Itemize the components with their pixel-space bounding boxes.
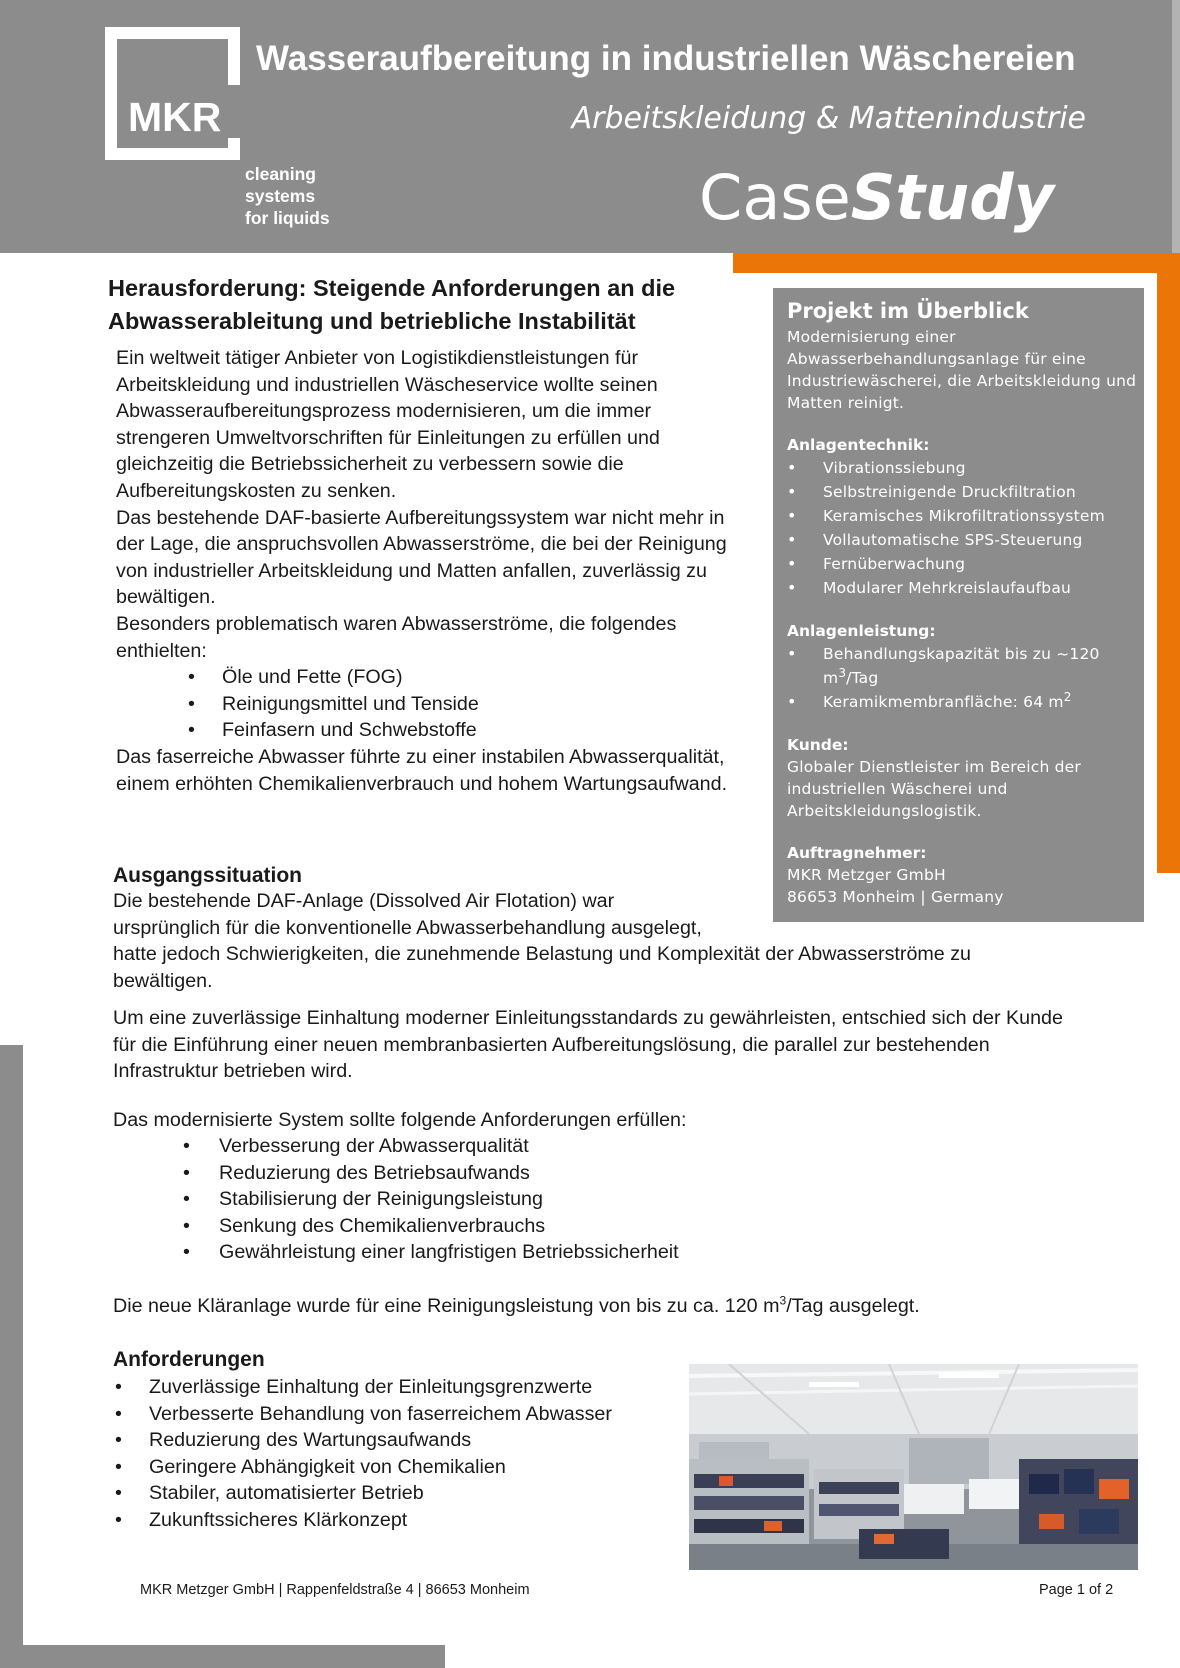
orange-accent-band xyxy=(733,253,1180,273)
challenge-list-item: • Öle und Fette (FOG) xyxy=(116,664,736,691)
challenge-body xyxy=(116,345,736,797)
tagline-line: cleaning xyxy=(245,164,316,184)
initial-line: ursprünglich für die konventionelle Abwasserbehandlung ausgelegt, xyxy=(113,916,702,939)
goals-list xyxy=(113,1133,813,1266)
goal-item: • Gewährleistung einer langfristigen Betriebssicherheit xyxy=(113,1239,813,1266)
requirement-item: • Stabiler, automatisierter Betrieb xyxy=(113,1480,673,1507)
initial-situation-body xyxy=(113,888,1063,994)
tagline-line: for liquids xyxy=(245,208,330,228)
requirements-heading: Anforderungen xyxy=(113,1348,265,1371)
decorative-frame-bottom xyxy=(0,1645,445,1668)
challenge-list-item: • Feinfasern und Schwebstoffe xyxy=(116,717,736,744)
leistung-item: • Behandlungskapazität bis zu ~120 $m^3$/Tag xyxy=(787,642,1137,690)
auftragnehmer-line: MKR Metzger GmbH xyxy=(787,866,946,884)
logo-tagline xyxy=(245,163,385,229)
header-edge xyxy=(1172,0,1180,253)
case-study-label xyxy=(699,163,1054,233)
technik-item: • Fernüberwachung xyxy=(787,552,1137,576)
overview-heading: Projekt im Überblick xyxy=(787,299,1029,323)
capacity-statement: Die neue Kläranlage wurde für eine Reinigungsleistung von bis zu ca. 120 $m^3$/Tag ausgelegt. xyxy=(113,1293,920,1317)
requirement-item: • Geringere Abhängigkeit von Chemikalien xyxy=(113,1454,673,1481)
challenge-heading: Herausforderung: Steigende Anforderungen an die Abwasserableitung und betriebliche Instabilität xyxy=(108,275,676,334)
technik-item: • Vibrationssiebung xyxy=(787,456,1137,480)
footer-address: MKR Metzger GmbH | Rappenfeldstraße 4 | 86653 Monheim xyxy=(140,1582,530,1598)
requirement-item: • Verbesserte Behandlung von faserreichem Abwasser xyxy=(113,1401,673,1428)
auftragnehmer-line: 86653 Monheim | Germany xyxy=(787,888,1004,906)
goal-item: • Verbesserung der Abwasserqualität xyxy=(113,1133,813,1160)
leistung-item: • Keramikmembranfläche: 64 $m^2$ xyxy=(787,690,1137,714)
footer-page-number: Page 1 of 2 xyxy=(1039,1582,1114,1598)
challenge-paragraph: Besonders problematisch waren Abwasserströme, die folgendes enthielten: xyxy=(116,612,677,662)
document-subtitle: Arbeitskleidung & Mattenindustrie xyxy=(571,101,1086,136)
technik-item: • Modularer Mehrkreislaufaufbau xyxy=(787,576,1137,600)
leistung-heading: Anlagenleistung: xyxy=(787,622,936,640)
initial-situation-heading: Ausgangssituation xyxy=(113,864,303,887)
decorative-frame-left xyxy=(0,1045,23,1668)
initial-line: Die bestehende DAF-Anlage (Dissolved Air Flotation) war xyxy=(113,890,615,912)
requirement-item: • Zuverlässige Einhaltung der Einleitungsgrenzwerte xyxy=(113,1374,673,1401)
challenge-list-item: • Reinigungsmittel und Tenside xyxy=(116,691,736,718)
decision-paragraph: Um eine zuverlässige Einhaltung moderner Einleitungsstandards zu gewährleisten, entschied sich der Kunde für die Einführung einer neuen membranbasierten Aufbereitungslösung, die parallel zur bestehenden Infrastruktur betrieben wird. xyxy=(113,1007,1063,1083)
requirements-list xyxy=(113,1374,673,1534)
kunde-text: Globaler Dienstleister im Bereich der industriellen Wäscherei und Arbeitskleidungslogistik. xyxy=(787,758,1081,820)
logo-text: MKR xyxy=(128,94,222,140)
technik-item: • Vollautomatische SPS-Steuerung xyxy=(787,528,1137,552)
logo-frame-top xyxy=(105,27,240,39)
goal-item: • Senkung des Chemikalienverbrauchs xyxy=(113,1213,813,1240)
project-overview-box xyxy=(773,288,1144,922)
orange-accent-side xyxy=(1157,253,1180,873)
technik-item: • Selbstreinigende Druckfiltration xyxy=(787,480,1137,504)
challenge-paragraph: Das bestehende DAF-basierte Aufbereitungssystem war nicht mehr in der Lage, die anspruchsvollen Abwasserströme, die bei der Reinigung von industrieller Arbeitskleidung und Matten anfallen, zuverlässig zu bewältigen. xyxy=(116,506,727,609)
challenge-paragraph: Das faserreiche Abwasser führte zu einer instabilen Abwasserqualität, einem erhöhten Chemikalienverbrauch und hohem Wartungsaufwand. xyxy=(116,745,728,795)
auftragnehmer-heading: Auftragnehmer: xyxy=(787,844,927,862)
case-study-bold: Study xyxy=(850,161,1054,234)
goal-item: • Reduzierung des Betriebsaufwands xyxy=(113,1160,813,1187)
requirement-item: • Reduzierung des Wartungsaufwands xyxy=(113,1427,673,1454)
challenge-paragraph: Ein weltweit tätiger Anbieter von Logistikdienstleistungen für Arbeitskleidung und industriellen Wäscheservice wollte seinen Abwasseraufbereitungsprozess modernisieren, um die immer strengeren Umweltvorschriften für Einleitungen zu erfüllen und gleichzeitig die Betriebssicherheit zu verbessern sowie die Aufbereitungskosten zu senken. xyxy=(116,347,660,502)
logo-frame-right-lower xyxy=(228,138,240,160)
document-title: Wasseraufbereitung in industriellen Wäschereien xyxy=(256,39,1076,78)
laundry-facility-photo xyxy=(689,1364,1138,1570)
logo-frame-right xyxy=(228,27,240,85)
kunde-heading: Kunde: xyxy=(787,736,849,754)
requirement-item: • Zukunftssicheres Klärkonzept xyxy=(113,1507,673,1534)
goals-intro: Das modernisierte System sollte folgende Anforderungen erfüllen: xyxy=(113,1109,687,1131)
initial-line: hatte jedoch Schwierigkeiten, die zunehmende Belastung und Komplexität der Abwasserströme zu bewältigen. xyxy=(113,943,972,992)
overview-intro: Modernisierung einer Abwasserbehandlungsanlage für eine Industriewäscherei, die Arbeitskleidung und Matten reinigt. xyxy=(787,328,1137,412)
case-study-light: Case xyxy=(699,161,851,234)
technik-heading: Anlagentechnik: xyxy=(787,436,930,454)
technik-item: • Keramisches Mikrofiltrationssystem xyxy=(787,504,1137,528)
goal-item: • Stabilisierung der Reinigungsleistung xyxy=(113,1186,813,1213)
tagline-line: systems xyxy=(245,186,316,206)
